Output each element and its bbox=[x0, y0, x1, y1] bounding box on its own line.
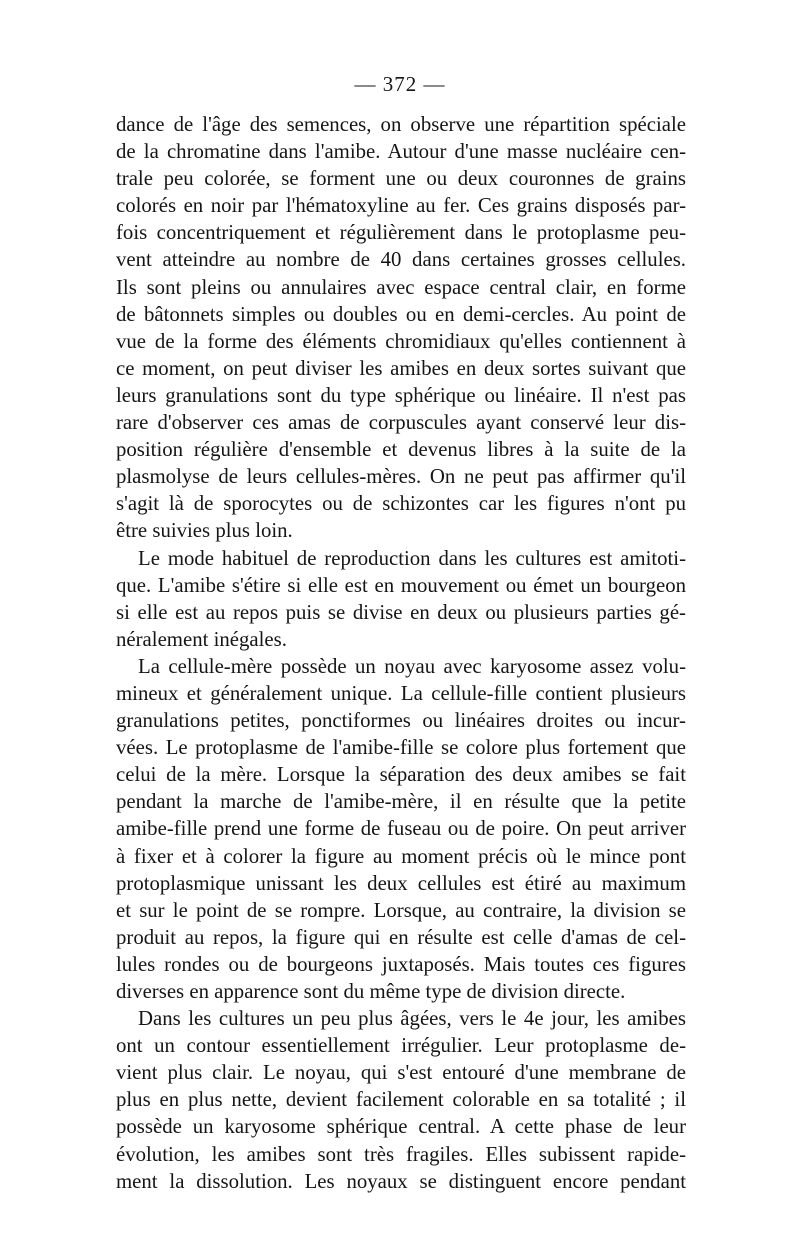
text-line: s'agit là de sporocytes ou de schizontes car les figures n'ont pu bbox=[116, 492, 686, 516]
paragraph-4 bbox=[116, 1005, 686, 1195]
text-line: rare d'observer ces amas de corpuscules ayant conservé leur dis- bbox=[116, 411, 686, 435]
text-line: possède un karyosome sphérique central. A cette phase de leur bbox=[116, 1115, 686, 1139]
text-line: granulations petites, ponctiformes ou linéaires droites ou incur- bbox=[116, 709, 686, 733]
text-line: vées. Le protoplasme de l'amibe-fille se colore plus fortement que bbox=[116, 736, 686, 760]
text-line: leurs granulations sont du type sphérique ou linéaire. Il n'est pas bbox=[116, 383, 686, 407]
paragraph-2 bbox=[116, 545, 686, 653]
text-line: ce moment, on peut diviser les amibes en deux sortes suivant que bbox=[116, 356, 686, 380]
body-text bbox=[116, 111, 686, 1195]
text-line: amibe-fille prend une forme de fuseau ou de poire. On peut arriver bbox=[116, 817, 686, 841]
text-line: ment la dissolution. Les noyaux se distinguent encore pendant bbox=[116, 1169, 686, 1193]
paragraph-3 bbox=[116, 653, 686, 1005]
text-line: ont un contour essentiellement irrégulier. Leur protoplasme de- bbox=[116, 1034, 686, 1058]
text-line: La cellule-mère possède un noyau avec karyosome assez volu- bbox=[138, 654, 686, 678]
text-line: plus en plus nette, devient facilement colorable en sa totalité ; il bbox=[116, 1088, 686, 1112]
text-line: trale peu colorée, se forment une ou deux couronnes de grains bbox=[116, 167, 686, 191]
text-line: mineux et généralement unique. La cellule-fille contient plusieurs bbox=[116, 681, 686, 705]
text-line: si elle est au repos puis se divise en deux ou plusieurs parties gé- bbox=[116, 600, 686, 624]
text-line: fois concentriquement et régulièrement dans le protoplasme peu- bbox=[116, 221, 686, 245]
text-line: plasmolyse de leurs cellules-mères. On ne peut pas affirmer qu'il bbox=[116, 465, 686, 489]
text-line: colorés en noir par l'hématoxyline au fer. Ces grains disposés par- bbox=[116, 194, 686, 218]
text-line: Ils sont pleins ou annulaires avec espace central clair, en forme bbox=[116, 275, 686, 299]
text-line: lules rondes ou de bourgeons juxtaposés. Mais toutes ces figures bbox=[116, 952, 686, 976]
text-line: celui de la mère. Lorsque la séparation des deux amibes se fait bbox=[116, 763, 686, 787]
text-line: être suivies plus loin. bbox=[116, 519, 293, 543]
page-number: — 372 — bbox=[354, 72, 446, 96]
text-line: de bâtonnets simples ou doubles ou en demi-cercles. Au point de bbox=[116, 302, 686, 326]
text-line: Le mode habituel de reproduction dans les cultures est amitoti- bbox=[138, 546, 686, 570]
text-line: protoplasmique unissant les deux cellules est étiré au maximum bbox=[116, 871, 686, 895]
text-line: que. L'amibe s'étire si elle est en mouvement ou émet un bourgeon bbox=[116, 573, 686, 597]
text-line: vient plus clair. Le noyau, qui s'est entouré d'une membrane de bbox=[116, 1061, 686, 1085]
text-line: et sur le point de se rompre. Lorsque, au contraire, la division se bbox=[116, 898, 686, 922]
text-line: Dans les cultures un peu plus âgées, vers le 4e jour, les amibes bbox=[138, 1007, 686, 1031]
text-line: à fixer et à colorer la figure au moment précis où le mince pont bbox=[116, 844, 686, 868]
text-line: diverses en apparence sont du même type de division directe. bbox=[116, 980, 626, 1003]
text-line: pendant la marche de l'amibe-mère, il en résulte que la petite bbox=[116, 790, 686, 814]
text-line: néralement inégales. bbox=[116, 627, 287, 651]
text-line: dance de l'âge des semences, on observe une répartition spéciale bbox=[116, 113, 686, 136]
text-line: évolution, les amibes sont très fragiles. Elles subissent rapide- bbox=[116, 1142, 686, 1166]
text-line: produit au repos, la figure qui en résulte est celle d'amas de cel- bbox=[116, 925, 686, 949]
paragraph-1 bbox=[116, 111, 686, 545]
text-line: vent atteindre au nombre de 40 dans certaines grosses cellules. bbox=[116, 248, 686, 272]
text-line: de la chromatine dans l'amibe. Autour d'une masse nucléaire cen- bbox=[116, 140, 686, 164]
text-line: position régulière d'ensemble et devenus libres à la suite de la bbox=[116, 438, 686, 462]
text-line: vue de la forme des éléments chromidiaux qu'elles contiennent à bbox=[116, 329, 686, 353]
